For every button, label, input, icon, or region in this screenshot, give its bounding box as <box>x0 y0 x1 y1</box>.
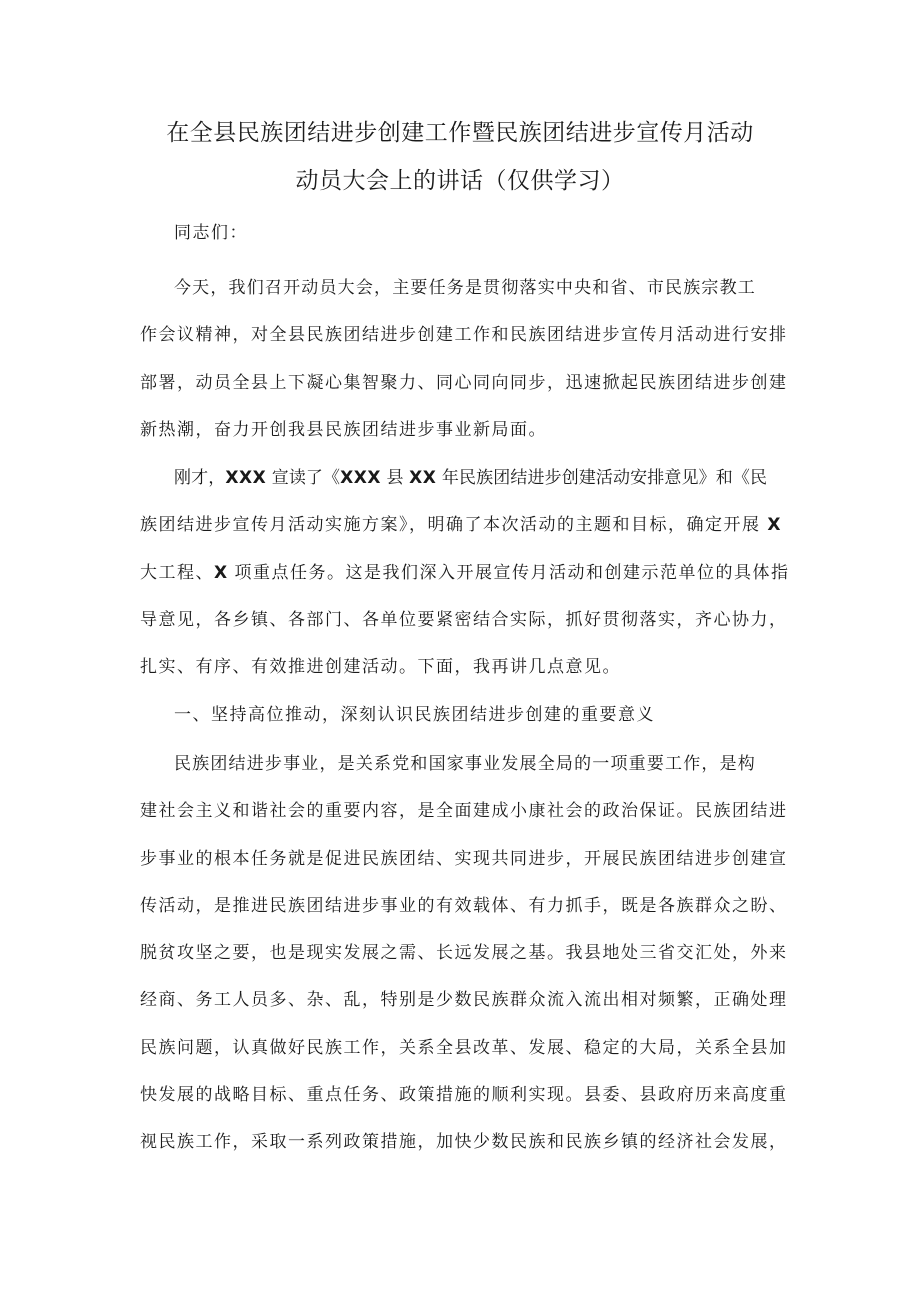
paragraph-3-line: 视民族工作，采取一系列政策措施，加快少数民族和民族乡镇的经济社会发展， <box>140 1132 788 1153</box>
paragraph-1-line: 部署，动员全县上下凝心集智聚力、同心同向同步，迅速掀起民族团结进步创建 <box>140 372 788 393</box>
section-heading-1: 一、坚持高位推动，深刻认识民族团结进步创建的重要意义 <box>174 705 655 725</box>
document-title-line-1: 在全县民族团结进步创建工作暨民族团结进步宣传月活动 <box>166 120 754 146</box>
paragraph-3-line: 步事业的根本任务就是促进民族团结、实现共同进步，开展民族团结进步创建宣 <box>140 848 788 869</box>
paragraph-3-line: 脱贫攻坚之要，也是现实发展之需、长远发展之基。我县地处三省交汇处，外来 <box>140 943 788 964</box>
paragraph-1-line: 作会议精神，对全县民族团结进步创建工作和民族团结进步宣传月活动进行安排 <box>140 325 788 346</box>
paragraph-1 <box>140 265 790 454</box>
text-run: 县 <box>381 468 410 488</box>
placeholder-county: XXX <box>340 468 381 488</box>
paragraph-3-line: 传活动，是推进民族团结进步事业的有效载体、有力抓手，既是各族群众之盼、 <box>140 895 788 916</box>
paragraph-2 <box>140 455 790 691</box>
paragraph-2-line <box>140 502 790 549</box>
text-run: 项重点任务。这是我们深入开展宣传月活动和创建示范单位的具体指 <box>227 562 790 583</box>
paragraph-3-line: 快发展的战略目标、重点任务、政策措施的顺利实现。县委、县政府历来高度重 <box>140 1085 788 1106</box>
paragraph-2-line <box>140 455 790 502</box>
placeholder-name: XXX <box>225 468 267 488</box>
text-run: 大工程、 <box>140 562 214 583</box>
paragraph-3 <box>140 741 790 1167</box>
placeholder-count: X <box>767 515 782 536</box>
placeholder-count: X <box>214 562 228 583</box>
paragraph-2-line: 扎实、有序、有效推进创建活动。下面，我再讲几点意见。 <box>140 657 621 678</box>
paragraph-1-line: 今天，我们召开动员大会，主要任务是贯彻落实中央和省、市民族宗教工 <box>174 278 756 298</box>
paragraph-3-line: 民族团结进步事业，是关系党和国家事业发展全局的一项重要工作，是构 <box>174 754 756 774</box>
document-title-line-2: 动员大会上的讲话（仅供学习） <box>295 168 625 194</box>
text-run: 年民族团结进步创建活动安排意见》和《民 <box>436 468 768 488</box>
placeholder-year: XX <box>409 468 437 488</box>
paragraph-3-line: 建社会主义和谐社会的重要内容，是全面建成小康社会的政治保证。民族团结进 <box>140 801 788 822</box>
text-run: 族团结进步宣传月活动实施方案》，明确了本次活动的主题和目标，确定开展 <box>140 515 768 536</box>
paragraph-1-line: 新热潮，奋力开创我县民族团结进步事业新局面。 <box>140 419 547 440</box>
paragraph-2-line: 导意见，各乡镇、各部门、各单位要紧密结合实际，抓好贯彻落实，齐心协力， <box>140 609 788 630</box>
salutation: 同志们： <box>174 223 248 243</box>
text-run: 刚才， <box>174 468 226 488</box>
paragraph-2-line <box>140 550 790 597</box>
paragraph-3-line: 经商、务工人员多、杂、乱，特别是少数民族群众流入流出相对频繁，正确处理 <box>140 990 788 1011</box>
paragraph-3-line: 民族问题，认真做好民族工作，关系全县改革、发展、稳定的大局，关系全县加 <box>140 1037 788 1058</box>
text-run: 宣读了《 <box>266 468 341 488</box>
